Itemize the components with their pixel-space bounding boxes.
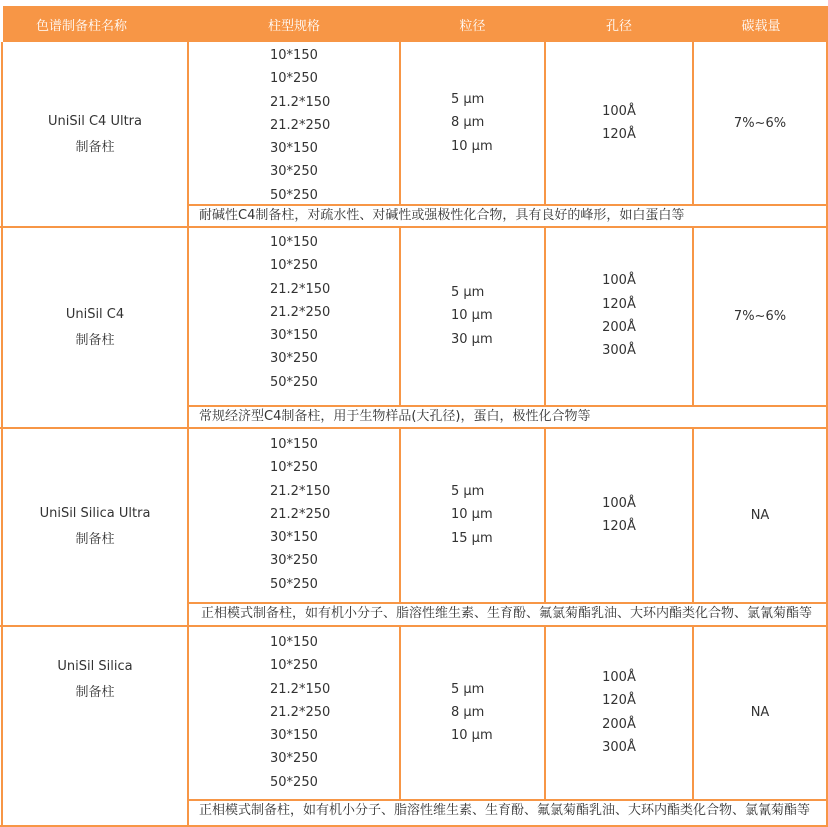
particle-item: 10 μm xyxy=(451,308,493,324)
spec-item: 50*250 xyxy=(270,774,318,790)
pore-item: 100Å xyxy=(602,103,636,119)
pore-item: 120Å xyxy=(602,296,636,312)
spec-list xyxy=(270,631,330,794)
spec-item: 30*150 xyxy=(270,328,318,344)
product-name-line: UniSil Silica Ultra xyxy=(39,506,151,521)
particle-size xyxy=(401,42,544,204)
pore-item: 300Å xyxy=(602,343,636,359)
pore-size xyxy=(546,626,692,799)
product-name xyxy=(3,227,187,428)
product-name-line: UniSil C4 xyxy=(65,306,125,322)
particle-item: 5 μm xyxy=(451,92,485,108)
pore-item: 120Å xyxy=(602,519,636,534)
spec-item: 10*150 xyxy=(270,437,318,452)
description: 正相模式制备柱，如有机小分子、脂溶性维生素、生育酚、氟氯菊酯乳油、大环内酯类化合物、氯氰菊酯等 xyxy=(199,803,811,818)
spec-item: 10*250 xyxy=(270,460,318,476)
product-name-line: UniSil C4 Ultra xyxy=(48,113,142,129)
pore-size xyxy=(546,428,692,602)
particle-size xyxy=(401,626,544,799)
spec-item: 21.2*150 xyxy=(270,281,331,297)
header-name: 色谱制备柱名称 xyxy=(3,6,187,42)
pore-item: 200Å xyxy=(602,716,636,732)
spec-item: 30*150 xyxy=(270,530,318,546)
carbon-load: 7%~6% xyxy=(733,115,787,131)
spec-item: 21.2*250 xyxy=(270,506,331,522)
particle-size xyxy=(401,227,544,405)
product-name-line: 制备柱 xyxy=(75,685,115,700)
header-carbon: 碳载量 xyxy=(694,6,828,42)
product-name-line: 制备柱 xyxy=(75,532,115,547)
pore-item: 200Å xyxy=(602,320,636,335)
particle-item: 10 μm xyxy=(451,728,493,744)
pore-size xyxy=(546,227,692,405)
particle-item: 30 μm xyxy=(451,331,493,347)
product-name xyxy=(3,626,187,734)
spec-item: 10*150 xyxy=(270,235,318,250)
particle-item: 8 μm xyxy=(451,704,485,720)
spec-item: 10*150 xyxy=(270,635,318,650)
spec-item: 21.2*250 xyxy=(270,117,331,133)
spec-item: 30*250 xyxy=(270,553,318,569)
spec-item: 30*150 xyxy=(270,141,318,157)
spec-item: 21.2*150 xyxy=(270,681,331,697)
pore-item: 300Å xyxy=(602,739,636,755)
particle-size xyxy=(401,428,544,602)
spec-item: 10*250 xyxy=(270,258,318,274)
spec-item: 10*250 xyxy=(270,71,318,87)
pore-item: 120Å xyxy=(602,693,636,709)
carbon-load: NA xyxy=(750,705,770,720)
particle-item: 5 μm xyxy=(451,681,485,697)
spec-item: 10*250 xyxy=(270,658,318,674)
spec-list xyxy=(270,44,330,207)
description: 正相模式制备柱，如有机小分子、脂溶性维生素、生育酚、氟氯菊酯乳油、大环内酯类化合物、氯氰菊酯等 xyxy=(201,606,813,621)
header-particle: 粒径 xyxy=(401,6,544,42)
particle-item: 15 μm xyxy=(451,530,493,546)
particle-item: 10 μm xyxy=(451,507,493,523)
product-name-line: UniSil Silica xyxy=(57,659,133,674)
pore-size xyxy=(546,42,692,204)
header-spec: 柱型规格 xyxy=(189,6,399,42)
particle-item: 8 μm xyxy=(451,115,485,131)
description: 耐碱性C4制备柱，对疏水性、对碱性或强极性化合物，具有良好的峰形，如白蛋白等 xyxy=(199,208,685,223)
pore-item: 100Å xyxy=(602,273,636,289)
carbon-load: NA xyxy=(750,507,770,523)
carbon-load: 7%~6% xyxy=(733,308,787,324)
spec-item: 30*250 xyxy=(270,751,318,767)
spec-item: 50*250 xyxy=(270,374,318,390)
spec-list xyxy=(270,433,330,596)
spec-item: 21.2*150 xyxy=(270,483,331,499)
spec-item: 21.2*250 xyxy=(270,304,331,320)
spec-item: 30*150 xyxy=(270,728,318,744)
spec-item: 30*250 xyxy=(270,351,318,367)
spec-item: 21.2*250 xyxy=(270,704,331,720)
particle-item: 5 μm xyxy=(451,285,485,301)
particle-item: 5 μm xyxy=(451,484,485,500)
spec-item: 21.2*150 xyxy=(270,94,331,110)
pore-item: 100Å xyxy=(602,495,636,511)
product-name-line: 制备柱 xyxy=(75,332,115,348)
spec-list xyxy=(270,231,330,394)
header-pore: 孔径 xyxy=(546,6,692,42)
pore-item: 100Å xyxy=(602,669,636,685)
product-name xyxy=(3,428,187,626)
spec-item: 50*250 xyxy=(270,187,318,203)
product-name xyxy=(3,42,187,227)
pore-item: 120Å xyxy=(602,127,636,142)
spec-item: 50*250 xyxy=(270,576,318,592)
divider-name xyxy=(187,6,189,826)
spec-item: 30*250 xyxy=(270,164,318,180)
spec-item: 10*150 xyxy=(270,48,318,63)
particle-item: 10 μm xyxy=(451,138,493,154)
product-name-line: 制备柱 xyxy=(75,139,115,155)
description: 常规经济型C4制备柱，用于生物样品(大孔径)，蛋白，极性化合物等 xyxy=(199,409,591,424)
